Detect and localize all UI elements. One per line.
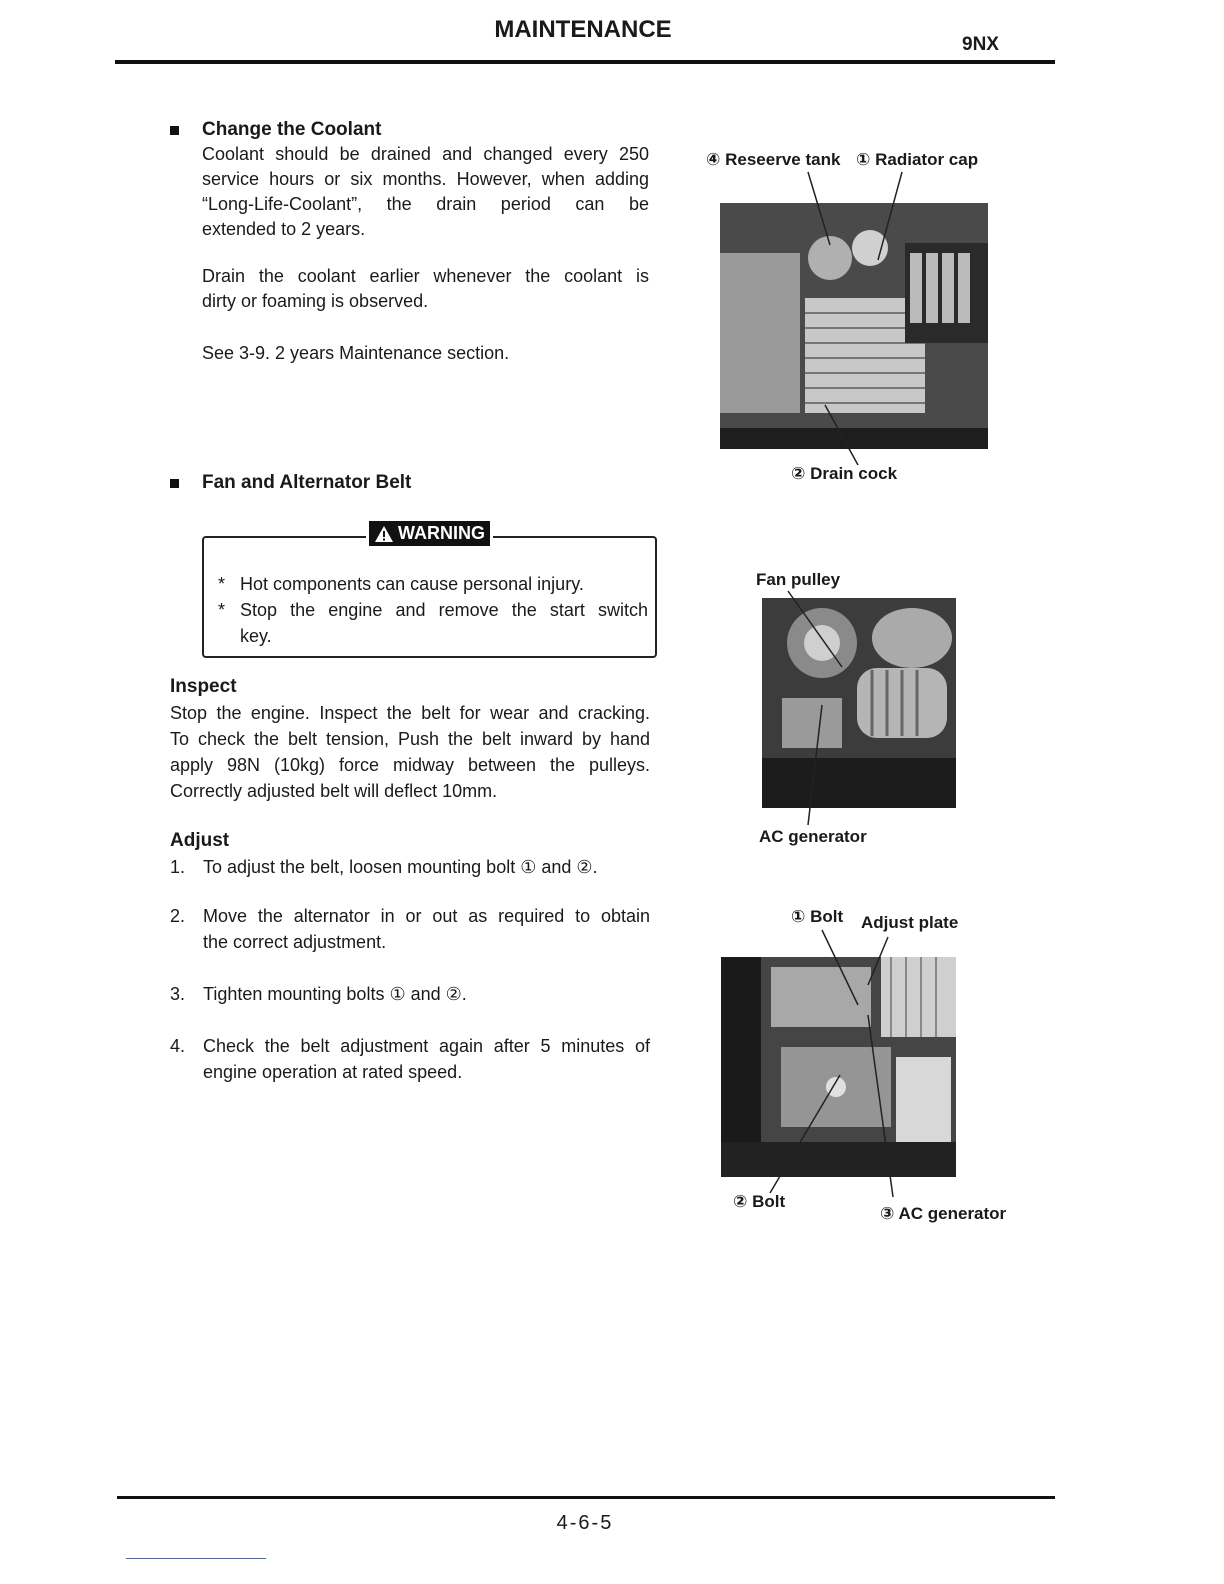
figure2-leader-lines xyxy=(760,585,880,830)
square-bullet-icon xyxy=(170,126,179,135)
warning-badge xyxy=(369,521,490,546)
list-item xyxy=(170,1033,650,1085)
square-bullet-icon xyxy=(170,479,179,488)
adjust-heading: Adjust xyxy=(170,830,230,851)
figure-label-bolt-1: ① Bolt xyxy=(791,907,844,926)
step-text: Move the alternator in or out as required to obtain xyxy=(203,906,650,926)
text-line: dirty or foaming is observed. xyxy=(202,291,429,311)
figure-label-drain-cock: ② Drain cock xyxy=(791,464,898,483)
list-item xyxy=(170,903,650,955)
coolant-paragraph-3: See 3-9. 2 years Maintenance section. xyxy=(202,343,510,363)
warning-asterisk: * xyxy=(218,574,226,594)
figure-label-adjust-plate: Adjust plate xyxy=(861,913,959,932)
figure-label-reserve-tank: ④ Reseerve tank xyxy=(706,150,841,169)
step-text: Tighten mounting bolts ① and ②. xyxy=(203,984,467,1004)
step-number: 4. xyxy=(170,1036,186,1056)
figure-label-fan-pulley: Fan pulley xyxy=(756,570,841,589)
figure-label-ac-generator-3: ③ AC generator xyxy=(880,1204,1007,1223)
step-number: 3. xyxy=(170,984,186,1004)
coolant-paragraph-2 xyxy=(202,264,649,314)
step-number: 1. xyxy=(170,857,186,877)
figure-label-ac-generator: AC generator xyxy=(759,827,867,846)
page-number: 4-6-5 xyxy=(556,1512,614,1534)
text-line: Coolant should be drained and changed every 250 xyxy=(202,144,649,164)
text-line: Correctly adjusted belt will deflect 10mm. xyxy=(170,781,498,801)
figure3-leader-lines xyxy=(740,925,910,1205)
warning-text: WARNING xyxy=(398,523,485,543)
warning-asterisk: * xyxy=(218,600,226,620)
text-line: “Long-Life-Coolant”, the drain period can be xyxy=(202,194,649,214)
list-item xyxy=(170,854,598,880)
coolant-heading: Change the Coolant xyxy=(202,119,382,140)
warning-item: Hot components can cause personal injury. xyxy=(240,574,584,594)
warning-item: key. xyxy=(240,626,272,646)
step-number: 2. xyxy=(170,906,186,926)
figure-label-radiator-cap: ① Radiator cap xyxy=(856,150,979,169)
footer-decoration xyxy=(126,1558,266,1559)
page-title: MAINTENANCE xyxy=(494,16,672,43)
belt-heading: Fan and Alternator Belt xyxy=(202,472,412,493)
header-rule xyxy=(115,60,1055,64)
text-line: Drain the coolant earlier whenever the coolant is xyxy=(202,266,649,286)
list-item xyxy=(170,981,467,1007)
step-text: To adjust the belt, loosen mounting bolt ① and ②. xyxy=(203,857,598,877)
warning-label xyxy=(366,521,493,546)
text-line: apply 98N (10kg) force midway between the pulleys. xyxy=(170,755,650,775)
footer-rule xyxy=(117,1496,1055,1499)
text-line: To check the belt tension, Push the belt inward by hand xyxy=(170,729,650,749)
coolant-paragraph-1 xyxy=(202,142,649,242)
step-text: the correct adjustment. xyxy=(203,932,387,952)
step-text: engine operation at rated speed. xyxy=(203,1062,463,1082)
warning-triangle-icon xyxy=(374,525,394,543)
warning-item: Stop the engine and remove the start switch xyxy=(240,600,648,620)
inspect-paragraph xyxy=(170,700,650,804)
figure1-leader-lines xyxy=(700,160,1000,480)
step-text: Check the belt adjustment again after 5 minutes of xyxy=(203,1036,650,1056)
text-line: extended to 2 years. xyxy=(202,219,366,239)
text-line: service hours or six months. However, when adding xyxy=(202,169,649,189)
inspect-heading: Inspect xyxy=(170,676,237,697)
text-line: Stop the engine. Inspect the belt for wear and cracking. xyxy=(170,703,650,723)
model-label: 9NX xyxy=(962,34,999,55)
figure-label-bolt-2: ② Bolt xyxy=(733,1192,786,1211)
